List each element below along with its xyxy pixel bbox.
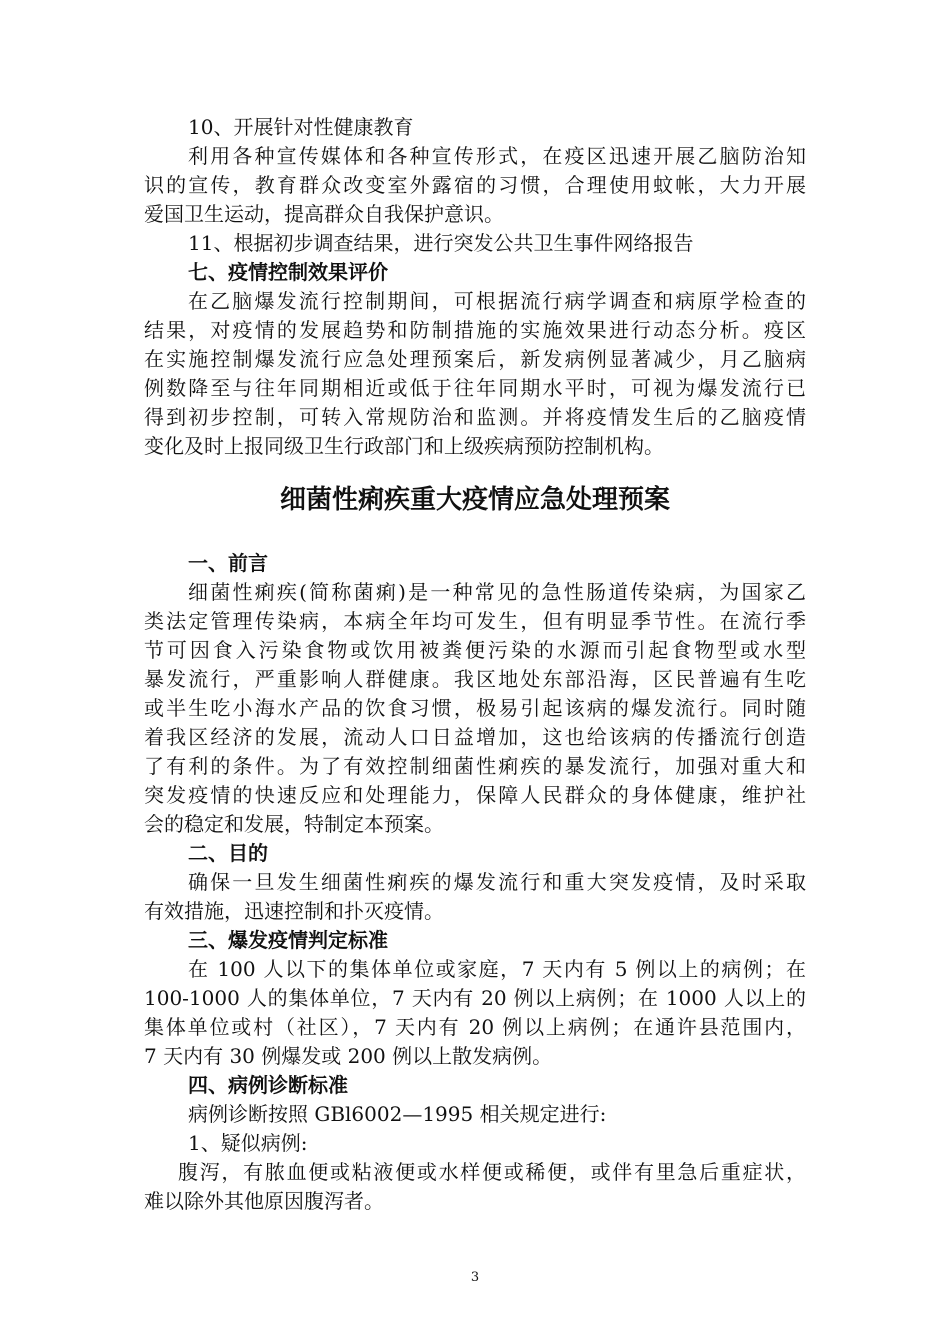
paragraph-line: 7 天内有 30 例爆发或 200 例以上散发病例。 (144, 1044, 553, 1068)
document-title: 细菌性痢疾重大疫情应急处理预案 (279, 485, 670, 515)
paragraph-line: 或半生吃小海水产品的饮食习惯，极易引起该病的爆发流行。同时随 (144, 696, 806, 720)
paragraph-line: 细菌性痢疾(简称菌痢)是一种常见的急性肠道传染病，为国家乙 (188, 580, 806, 604)
paragraph-line: 难以除外其他原因腹泻者。 (144, 1189, 384, 1213)
paragraph-line: 集体单位或村（社区），7 天内有 20 例以上病例；在通许县范围内， (144, 1015, 806, 1039)
heading-health-education: 10、开展针对性健康教育 (188, 115, 414, 139)
paragraph-line: 在乙脑爆发流行控制期间，可根据流行病学调查和病原学检查的 (188, 289, 806, 313)
paragraph-line: 识的宣传，教育群众改变室外露宿的习惯，合理使用蚊帐，大力开展 (144, 173, 806, 197)
paragraph-line: 节可因食入污染食物或饮用被粪便污染的水源而引起食物型或水型 (144, 638, 806, 662)
paragraph-line: 腹泻，有脓血便或粘液便或水样便或稀便，或伴有里急后重症状， (178, 1160, 806, 1184)
section-heading-diagnosis: 四、病例诊断标准 (188, 1073, 348, 1097)
paragraph-line: 得到初步控制，可转入常规防治和监测。并将疫情发生后的乙脑疫情 (144, 405, 806, 429)
heading-network-report: 11、根据初步调查结果，进行突发公共卫生事件网络报告 (188, 231, 694, 255)
paragraph-line: 着我区经济的发展，流动人口日益增加，这也给该病的传播流行创造 (144, 725, 806, 749)
paragraph-line: 确保一旦发生细菌性痢疾的爆发流行和重大突发疫情，及时采取 (188, 870, 806, 894)
paragraph-line: 利用各种宣传媒体和各种宣传形式，在疫区迅速开展乙脑防治知 (188, 144, 806, 168)
paragraph-line: 100-1000 人的集体单位，7 天内有 20 例以上病例；在 1000 人以上的 (144, 986, 806, 1010)
paragraph-line: 结果，对疫情的发展趋势和防制措施的实施效果进行动态分析。疫区 (144, 318, 806, 342)
subheading-suspected-case: 1、疑似病例: (188, 1131, 308, 1155)
section-heading-preface: 一、前言 (188, 551, 268, 575)
paragraph-line: 病例诊断按照 GBl6002—1995 相关规定进行: (188, 1102, 607, 1126)
section-heading-outbreak-criteria: 三、爆发疫情判定标准 (188, 928, 388, 952)
paragraph-line: 例数降至与往年同期相近或低于往年同期水平时，可视为爆发流行已 (144, 376, 806, 400)
paragraph-line: 在实施控制爆发流行应急处理预案后，新发病例显著减少，月乙脑病 (144, 347, 806, 371)
section-heading-purpose: 二、目的 (188, 841, 268, 865)
paragraph-line: 突发疫情的快速反应和处理能力，保障人民群众的身体健康，维护社 (144, 783, 806, 807)
page-number: 3 (470, 1270, 480, 1285)
paragraph-line: 了有利的条件。为了有效控制细菌性痢疾的暴发流行，加强对重大和 (144, 754, 806, 778)
paragraph-line: 变化及时上报同级卫生行政部门和上级疾病预防控制机构。 (144, 434, 664, 458)
paragraph-line: 有效措施，迅速控制和扑灭疫情。 (144, 899, 444, 923)
paragraph-line: 在 100 人以下的集体单位或家庭，7 天内有 5 例以上的病例；在 (188, 957, 806, 981)
paragraph-line: 会的稳定和发展，特制定本预案。 (144, 812, 444, 836)
paragraph-line: 爱国卫生运动，提高群众自我保护意识。 (144, 202, 504, 226)
paragraph-line: 类法定管理传染病，本病全年均可发生，但有明显季节性。在流行季 (144, 609, 806, 633)
section-heading-evaluation: 七、疫情控制效果评价 (188, 260, 388, 284)
paragraph-line: 暴发流行，严重影响人群健康。我区地处东部沿海，区民普遍有生吃 (144, 667, 806, 691)
